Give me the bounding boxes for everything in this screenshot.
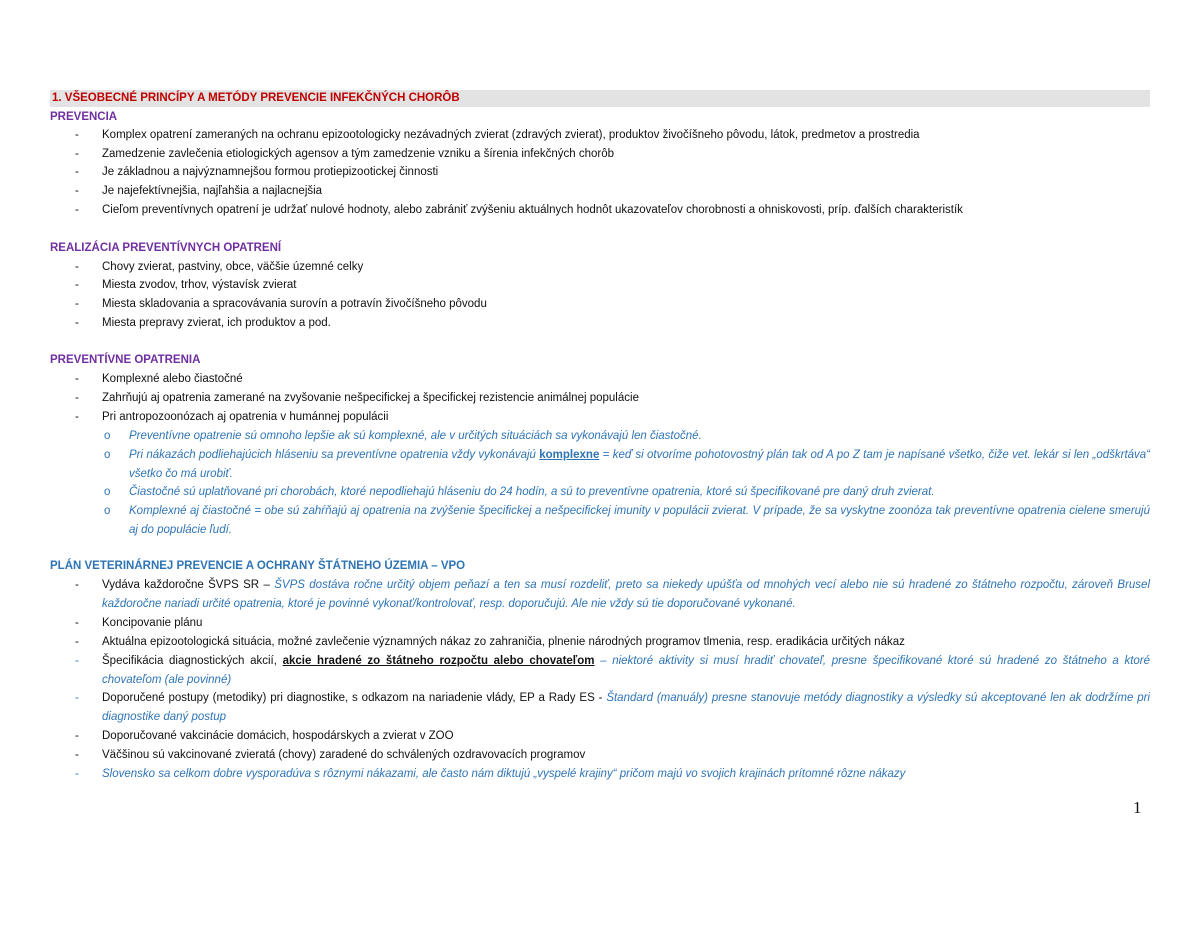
section-title-realizacia: REALIZÁCIA PREVENTÍVNYCH OPATRENÍ [50, 242, 282, 254]
list-item-text: Doporučované vakcinácie domácich, hospodárskych a zvierat v ZOO [102, 730, 454, 742]
list-item-text [102, 652, 1150, 689]
list-dash: - [75, 148, 79, 160]
list-dash: - [75, 204, 79, 216]
list-item-note: – niektoré aktivity si musí hradiť chovateľ, presne špecifikované ktoré sú hradené zo štátneho a ktoré chovateľom (ale povinné) [102, 655, 1151, 686]
list-dash: - [75, 166, 79, 178]
list-dash: - [75, 298, 79, 310]
list-item-text [102, 689, 1150, 726]
section-title-plan: PLÁN VETERINÁRNEJ PREVENCIE A OCHRANY ŠTÁTNEHO ÚZEMIA – VPO [50, 560, 466, 572]
circle-bullet: o [104, 486, 111, 498]
page-number: 1 [1133, 798, 1142, 817]
sub-item-text: Čiastočné sú uplatňované pri chorobách, ktoré nepodliehajú hláseniu do 24 hodín, a sú to preventívne opatrenia, ktoré sú špecifikované pre daný druh zvierat. [129, 486, 935, 498]
list-dash: - [75, 692, 79, 704]
list-item-text-part: Špecifikácia diagnostických akcií, [102, 655, 283, 667]
list-item-text: Pri antropozoonózach aj opatrenia v humánnej populácii [102, 411, 389, 423]
list-dash: - [75, 617, 79, 629]
list-item-note: ŠVPS dostáva ročne určitý objem peňazí a ten sa musí rozdeliť, preto sa niekedy upúšťa od mnohých vecí alebo nie sú hradené zo štátneho rozpočtu, zároveň Brusel každoročne nariadi určité opatrenia, ktoré je povinné vykonať/kontrolovať, resp. doporučujú. Ale nie vždy sú tie doporučované vykonané. [102, 579, 1150, 610]
list-item-text [102, 576, 1150, 613]
chapter-heading: 1. VŠEOBECNÉ PRINCÍPY A METÓDY PREVENCIE INFEKČNÝCH CHORÔB [50, 90, 1150, 107]
circle-bullet: o [104, 505, 111, 517]
list-dash: - [75, 655, 79, 667]
list-dash: - [75, 129, 79, 141]
emphasis-komplexne: komplexne [539, 449, 600, 461]
emphasis-funding: akcie hradené zo štátneho rozpočtu alebo chovateľom [282, 655, 595, 667]
list-dash: - [75, 768, 79, 780]
list-item-text: Cieľom preventívnych opatrení je udržať nulové hodnoty, alebo zabrániť zvýšeniu aktuálnych hodnôt ukazovateľov chorobnosti a ohniskovosti, príp. ďalších charakteristík [102, 204, 963, 216]
list-dash: - [75, 411, 79, 423]
section-title-preventivne: PREVENTÍVNE OPATRENIA [50, 354, 201, 366]
list-item-text-part: Doporučené postupy (metodiky) pri diagnostike, s odkazom na nariadenie vlády, EP a Rady ES - [102, 692, 607, 704]
list-item-text: Slovensko sa celkom dobre vysporadúva s rôznymi nákazami, ale často nám diktujú „vyspelé krajiny“ pričom majú vo svojich krajinách prítomné rôzne nákazy [102, 768, 906, 780]
list-item-text: Väčšinou sú vakcinované zvieratá (chovy) zaradené do schválených ozdravovacích programov [102, 749, 586, 761]
list-dash: - [75, 261, 79, 273]
list-item-text: Komplexné alebo čiastočné [102, 373, 243, 385]
list-dash: - [75, 279, 79, 291]
list-item-text-part: Vydáva každoročne ŠVPS SR – [102, 579, 275, 591]
list-item-text: Chovy zvierat, pastviny, obce, väčšie územné celky [102, 261, 364, 273]
list-dash: - [75, 579, 79, 591]
list-item-text: Miesta zvodov, trhov, výstavísk zvierat [102, 279, 297, 291]
list-item-text: Komplex opatrení zameraných na ochranu epizootologicky nezávadných zvierat (zdravých zvierat), produktov živočíšneho pôvodu, látok, predmetov a prostredia [102, 129, 920, 141]
sub-item-text: Preventívne opatrenie sú omnoho lepšie ak sú komplexné, ale v určitých situáciách sa vykonávajú len čiastočné. [129, 430, 702, 442]
list-dash: - [75, 185, 79, 197]
list-dash: - [75, 749, 79, 761]
list-item-text: Miesta skladovania a spracovávania surovín a potravín živočíšneho pôvodu [102, 298, 487, 310]
list-item-text: Je základnou a najvýznamnejšou formou protiepizootickej činnosti [102, 166, 439, 178]
sub-item-text-part: Pri nákazách podliehajúcich hláseniu sa preventívne opatrenia vždy vykonávajú [129, 449, 540, 461]
list-dash: - [75, 730, 79, 742]
list-item-note: Štandard (manuály) presne stanovuje metódy diagnostiky a výsledky sú akceptované len ak dodržíme pri diagnostike daný postup [102, 692, 1150, 723]
sub-item-text [129, 446, 1150, 483]
circle-bullet: o [104, 449, 111, 461]
list-dash: - [75, 373, 79, 385]
sub-item-text: Komplexné aj čiastočné = obe sú zahŕňajú aj opatrenia na zvýšenie špecifickej a nešpecifickej imunity v populácii zvierat. V prípade, že sa vyskytne zoonóza tak preventívne opatrenia cielene smerujú aj do populácie ľudí. [129, 505, 1150, 536]
list-item-text: Koncipovanie plánu [102, 617, 203, 629]
list-item-text: Je najefektívnejšia, najľahšia a najlacnejšia [102, 185, 323, 197]
sub-item-text-part: = keď si otvoríme pohotovostný plán tak od A po Z tam je napísané všetko, čiže vet. lekár si len „odškrtáva“ všetko čo má urobiť. [129, 449, 1151, 480]
list-item-text: Miesta prepravy zvierat, ich produktov a pod. [102, 317, 331, 329]
list-item-text: Zahrňujú aj opatrenia zamerané na zvyšovanie nešpecifickej a špecifickej rezistencie animálnej populácie [102, 392, 639, 404]
circle-bullet: o [104, 430, 111, 442]
list-dash: - [75, 392, 79, 404]
list-item-text: Zamedzenie zavlečenia etiologických agensov a tým zamedzenie vzniku a šírenia infekčných chorôb [102, 148, 615, 160]
list-dash: - [75, 317, 79, 329]
list-item-text: Aktuálna epizootologická situácia, možné zavlečenie významných nákaz zo zahraničia, plnenie národných programov tlmenia, resp. eradikácia určitých nákaz [102, 636, 905, 648]
list-dash: - [75, 636, 79, 648]
section-title-prevencia: PREVENCIA [50, 111, 118, 123]
